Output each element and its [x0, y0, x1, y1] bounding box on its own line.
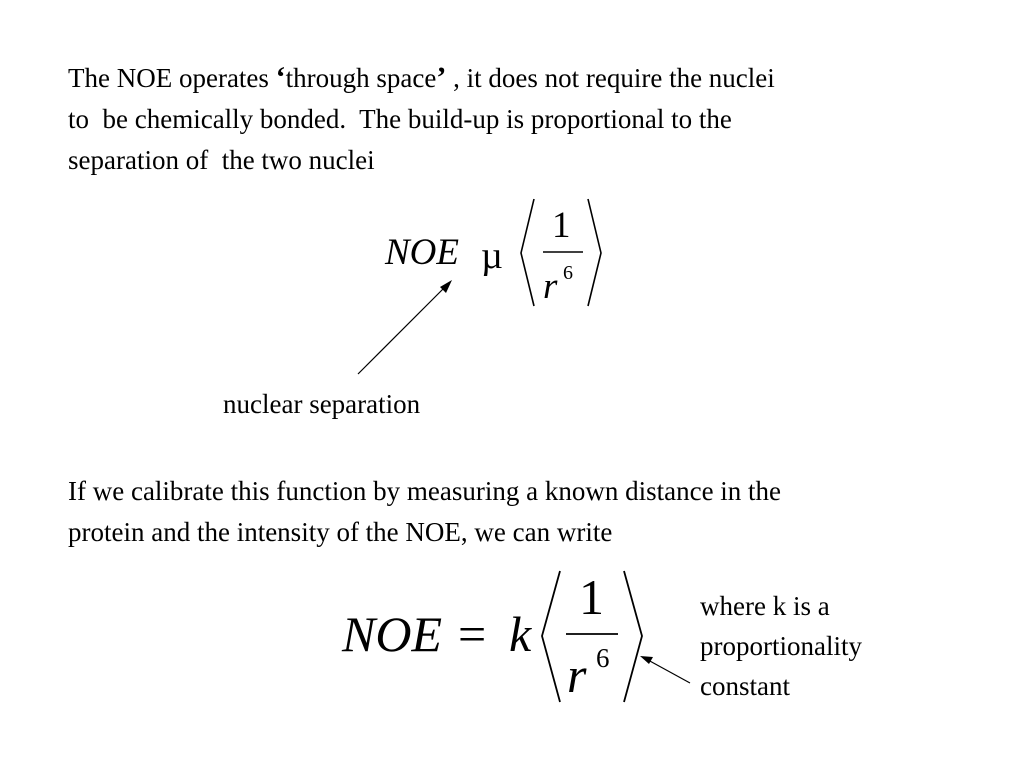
calibration-line-2: protein and the intensity of the NOE, we can write: [68, 517, 613, 547]
eq2-exponent: 6: [596, 643, 610, 673]
close-quote: ’: [436, 61, 447, 94]
arrowhead-icon: [440, 280, 452, 293]
k-note-line-2: proportionality: [700, 631, 862, 661]
intro-line-1-end: , it does not require the nuclei: [446, 63, 775, 93]
nuclear-separation-arrow: [358, 280, 452, 374]
calibration-line-1: If we calibrate this function by measuring a known distance in the: [68, 476, 782, 506]
eq2-k: k: [509, 606, 532, 662]
eq1-denominator-r: r: [543, 266, 558, 307]
eq1-noe: NOE: [385, 232, 459, 273]
intro-line-1-start: The NOE operates: [68, 63, 276, 93]
eq2-left-angle-bracket: [542, 571, 560, 702]
eq1-proportional-symbol: µ: [481, 235, 503, 277]
intro-line-3: separation of the two nuclei: [68, 145, 375, 175]
eq2-right-angle-bracket: [624, 571, 642, 702]
eq1-right-angle-bracket: [588, 199, 601, 306]
intro-line-2: to be chemically bonded. The build-up is proportional to the: [68, 104, 732, 134]
eq2-denominator-r: r: [567, 647, 587, 703]
k-note-line-3: constant: [700, 671, 790, 701]
nuclear-separation-label: nuclear separation: [223, 389, 421, 419]
k-note-line-1: where k is a: [700, 591, 830, 621]
eq2-equals: =: [458, 606, 487, 662]
eq2-noe: NOE: [342, 606, 442, 662]
equation-noe-proportional: [384, 199, 601, 307]
eq2-numerator: 1: [579, 569, 604, 625]
eq1-left-angle-bracket: [521, 199, 534, 306]
open-quote: ‘: [275, 61, 286, 94]
eq1-numerator: 1: [552, 205, 571, 246]
through-space-phrase: through space: [285, 63, 437, 93]
arrowhead-icon: [640, 656, 653, 664]
eq1-exponent: 6: [563, 262, 573, 284]
proportionality-arrow: [640, 656, 690, 683]
equation-noe-calibrated: [341, 569, 642, 703]
proportionality-constant-note: [700, 586, 862, 706]
calibration-paragraph: [68, 471, 781, 553]
